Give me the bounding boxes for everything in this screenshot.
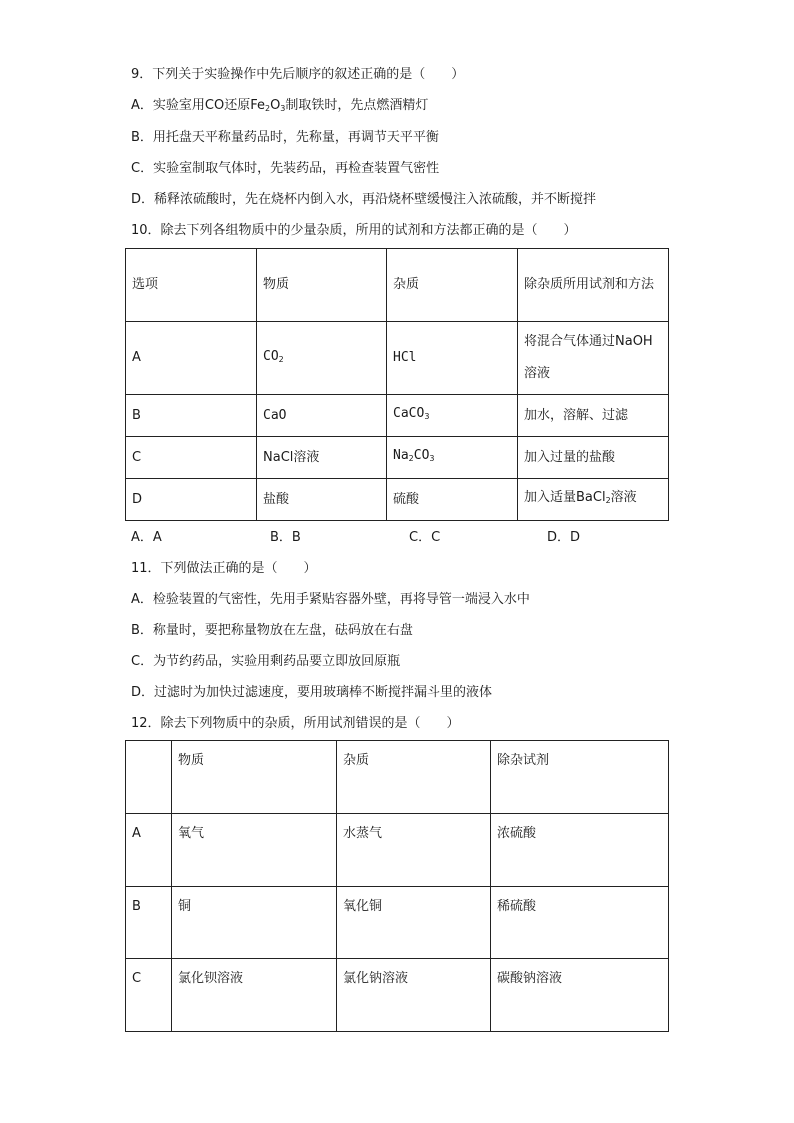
q9-option-a-mid: O bbox=[270, 98, 281, 113]
q9-option-a bbox=[131, 96, 428, 119]
q10-table bbox=[125, 248, 669, 521]
q10-answer-d: D．D bbox=[547, 530, 581, 545]
q10-row-b-impurity bbox=[387, 395, 518, 437]
q10-answer-a: A．A bbox=[131, 530, 162, 545]
q12-row-a-option: A bbox=[126, 814, 172, 887]
q12-header-impurity: 杂质 bbox=[337, 741, 491, 814]
q10-row-c-substance: NaCl溶液 bbox=[257, 437, 387, 479]
q10-row-c-impurity-a: Na bbox=[393, 448, 409, 463]
q12-table bbox=[125, 740, 669, 1032]
q9-option-a-sub1: 2 bbox=[264, 104, 271, 113]
q10-header-impurity: 杂质 bbox=[387, 249, 518, 322]
q12-row-b bbox=[126, 887, 669, 959]
q10-row-d-method-b: 溶液 bbox=[610, 490, 637, 505]
q12-row-a-reagent: 浓硫酸 bbox=[491, 814, 669, 887]
q10-header-option: 选项 bbox=[126, 249, 257, 322]
q10-row-c-option: C bbox=[126, 437, 257, 479]
q10-row-d-option: D bbox=[126, 479, 257, 521]
q10-row-c-method: 加入过量的盐酸 bbox=[518, 437, 669, 479]
q10-answer-c: C．C bbox=[409, 530, 441, 545]
q12-row-a-substance: 氧气 bbox=[172, 814, 337, 887]
q10-row-d-method bbox=[518, 479, 669, 521]
q12-row-c-option: C bbox=[126, 959, 172, 1032]
q9-stem: 9．下列关于实验操作中先后顺序的叙述正确的是（ ） bbox=[131, 67, 465, 82]
q10-row-d-method-a: 加入适量BaCl bbox=[524, 490, 606, 505]
q10-row-a bbox=[126, 322, 669, 395]
q12-header-row bbox=[126, 741, 669, 814]
q12-header-reagent: 除杂试剂 bbox=[491, 741, 669, 814]
q12-header-option bbox=[126, 741, 172, 814]
q10-header-method: 除杂质所用试剂和方法 bbox=[518, 249, 669, 322]
q12-row-b-option: B bbox=[126, 887, 172, 959]
q9-option-a-sub2: 3 bbox=[280, 104, 286, 113]
q10-row-b-impurity-formula: CaCO bbox=[393, 406, 425, 421]
q9-option-d: D．稀释浓硫酸时，先在烧杯内倒入水，再沿烧杯壁缓慢注入浓硫酸，并不断搅拌 bbox=[131, 192, 597, 207]
q11-stem: 11．下列做法正确的是（ ） bbox=[131, 561, 317, 576]
q10-row-b-impurity-sub: 3 bbox=[424, 412, 430, 421]
q11-option-c: C．为节约药品，实验用剩药品要立即放回原瓶 bbox=[131, 654, 401, 669]
q10-row-c-impurity-sub1: 2 bbox=[408, 454, 414, 463]
q10-row-d-substance: 盐酸 bbox=[257, 479, 387, 521]
q10-row-c-impurity bbox=[387, 437, 518, 479]
q12-row-a-impurity: 水蒸气 bbox=[337, 814, 491, 887]
q12-row-c-substance: 氯化钡溶液 bbox=[172, 959, 337, 1032]
q12-row-b-reagent: 稀硫酸 bbox=[491, 887, 669, 959]
q12-row-c-impurity: 氯化钠溶液 bbox=[337, 959, 491, 1032]
q12-stem: 12．除去下列物质中的杂质，所用试剂错误的是（ ） bbox=[131, 716, 460, 731]
q10-row-d-impurity: 硫酸 bbox=[387, 479, 518, 521]
q9-option-a-text: A．实验室用CO还原Fe bbox=[131, 98, 265, 113]
q10-row-d-method-sub: 2 bbox=[605, 496, 611, 505]
q11-option-a: A．检验装置的气密性，先用手紧贴容器外壁，再将导管一端浸入水中 bbox=[131, 592, 530, 607]
q9-option-a-post: 制取铁时，先点燃酒精灯 bbox=[285, 98, 429, 113]
q10-row-a-method: 将混合气体通过NaOH溶液 bbox=[518, 322, 669, 395]
q12-row-c-reagent: 碳酸钠溶液 bbox=[491, 959, 669, 1032]
q10-row-a-option: A bbox=[126, 322, 257, 395]
q10-row-c-impurity-sub2: 3 bbox=[429, 454, 435, 463]
q10-row-c bbox=[126, 437, 669, 479]
q10-row-a-substance-sub: 2 bbox=[278, 354, 284, 364]
q12-row-b-impurity: 氧化铜 bbox=[337, 887, 491, 959]
q10-header-row bbox=[126, 249, 669, 322]
q10-row-b-method: 加水，溶解、过滤 bbox=[518, 395, 669, 437]
q12-header-substance: 物质 bbox=[172, 741, 337, 814]
q10-row-b-option: B bbox=[126, 395, 257, 437]
q10-row-a-substance bbox=[257, 322, 387, 395]
q10-row-c-impurity-b: CO bbox=[413, 448, 430, 463]
q10-stem: 10．除去下列各组物质中的少量杂质，所用的试剂和方法都正确的是（ ） bbox=[131, 223, 577, 238]
q10-row-b-substance: CaO bbox=[257, 395, 387, 437]
q10-row-d bbox=[126, 479, 669, 521]
q9-option-b: B．用托盘天平称量药品时，先称量，再调节天平平衡 bbox=[131, 130, 439, 145]
q9-option-c: C．实验室制取气体时，先装药品，再检查装置气密性 bbox=[131, 161, 440, 176]
q12-row-b-substance: 铜 bbox=[172, 887, 337, 959]
q10-answer-b: B．B bbox=[270, 530, 301, 545]
q12-row-c bbox=[126, 959, 669, 1032]
q10-row-b bbox=[126, 395, 669, 437]
q10-header-substance: 物质 bbox=[257, 249, 387, 322]
q10-row-a-impurity: HCl bbox=[387, 322, 518, 395]
q11-option-d: D．过滤时为加快过滤速度，要用玻璃棒不断搅拌漏斗里的液体 bbox=[131, 685, 493, 700]
q11-option-b: B．称量时，要把称量物放在左盘，砝码放在右盘 bbox=[131, 623, 413, 638]
q12-row-a bbox=[126, 814, 669, 887]
q10-answer-options bbox=[131, 528, 691, 548]
q10-row-a-substance-formula: CO bbox=[263, 348, 279, 364]
